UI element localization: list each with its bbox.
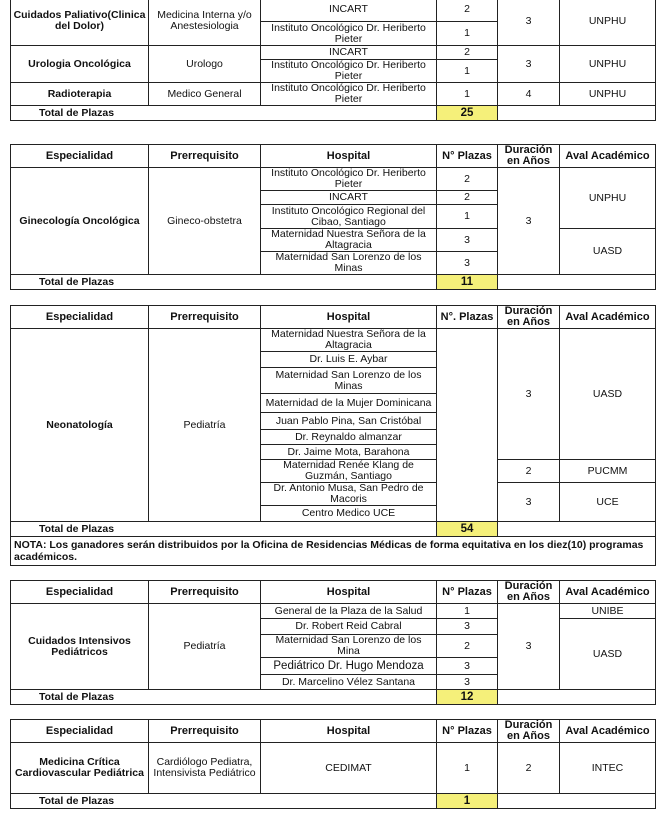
header-plazas: N° Plazas [437,145,498,168]
hospital-cell: Instituto Oncológico Dr. Heriberto Pieter [261,168,437,191]
prerrequisito-cell: Gineco-obstetra [149,168,261,275]
hospital-cell: Maternidad San Lorenzo de los Minas [261,252,437,275]
table-ginecologia-oncologica [10,144,656,290]
header-plazas: N° Plazas [437,581,498,604]
hospital-cell: Instituto Oncológico Regional del Cibao, Santiago [261,205,437,229]
hospital-cell: Maternidad San Lorenzo de los Minas [261,368,437,394]
plazas-cell: 1 [437,60,498,83]
duracion-cell: 2 [498,743,560,794]
header-prerrequisito: Prerrequisito [149,720,261,743]
hospital-cell: Instituto Oncológico Dr. Heriberto Pieter [261,60,437,83]
plazas-cell: 3 [437,252,498,275]
aval-cell: UASD [560,229,656,275]
duracion-cell: 2 [498,460,560,483]
hospital-cell: CEDIMAT [261,743,437,794]
duracion-cell: 3 [498,483,560,522]
prerrequisito-cell: Cardiólogo Pediatra, Intensivista Pediátrico [149,743,261,794]
plazas-cell: 1 [437,83,498,106]
duracion-cell: 4 [498,83,560,106]
duracion-cell: 3 [498,604,560,690]
total-label: Total de Plazas [11,794,437,809]
plazas-cell: 1 [437,22,498,46]
total-value: 25 [437,106,498,121]
aval-cell: UASD [560,329,656,460]
especialidad-cell: Ginecología Oncológica [11,168,149,275]
header-hospital: Hospital [261,145,437,168]
header-row [11,145,656,168]
prerrequisito-cell: Pediatría [149,604,261,690]
duracion-cell: 3 [498,0,560,46]
table-row [11,329,656,352]
prerrequisito-cell: Urologo [149,46,261,83]
header-prerrequisito: Prerrequisito [149,581,261,604]
hospital-cell: Maternidad Nuestra Señora de la Altagracia [261,229,437,252]
header-plazas: N°. Plazas [437,306,498,329]
plazas-cell: 2 [437,0,498,22]
total-value: 54 [437,522,498,537]
header-especialidad: Especialidad [11,581,149,604]
aval-cell: UNIBE [560,604,656,619]
table-row [11,46,656,60]
hospital-cell: Maternidad de la Mujer Dominicana [261,394,437,413]
header-especialidad: Especialidad [11,145,149,168]
total-value: 11 [437,275,498,290]
especialidad-cell: Cuidados Intensivos Pediátricos [11,604,149,690]
hospital-cell: Dr. Robert Reid Cabral [261,619,437,635]
hospital-cell: General de la Plaza de la Salud [261,604,437,619]
hospital-cell: Juan Pablo Pina, San Cristóbal [261,413,437,430]
especialidad-cell: Medicina Crítica Cardiovascular Pediátrica [11,743,149,794]
table-row [11,743,656,794]
hospital-cell: Maternidad San Lorenzo de los Mina [261,635,437,658]
header-aval: Aval Académico [560,581,656,604]
prerrequisito-cell: Pediatría [149,329,261,522]
total-row [11,794,656,809]
header-aval: Aval Académico [560,306,656,329]
duracion-cell: 3 [498,168,560,275]
nota-text: NOTA: Los ganadores serán distribuidos por la Oficina de Residencias Médicas de forma equitativa en los diez(10) programas académicos. [11,537,656,566]
header-aval: Aval Académico [560,145,656,168]
plazas-cell: 3 [437,658,498,675]
total-row [11,522,656,537]
header-prerrequisito: Prerrequisito [149,306,261,329]
total-label: Total de Plazas [11,522,437,537]
header-duracion: Duración en Años [498,306,560,329]
header-plazas: N° Plazas [437,720,498,743]
hospital-cell: Maternidad Nuestra Señora de la Altagracia [261,329,437,352]
plazas-cell: 3 [437,229,498,252]
hospital-cell: Instituto Oncológico Dr. Heriberto Pieter [261,22,437,46]
especialidad-cell: Neonatología [11,329,149,522]
header-especialidad: Especialidad [11,720,149,743]
table-row [11,604,656,619]
hospital-cell: INCART [261,46,437,60]
plazas-cell [437,329,498,352]
hospital-cell: INCART [261,0,437,22]
table-cuidados-intensivos-pediatricos [10,580,656,705]
table-row [11,83,656,106]
plazas-cell: 2 [437,168,498,191]
header-duracion: Duración en Años [498,581,560,604]
total-label: Total de Plazas [11,106,437,121]
aval-cell: PUCMM [560,460,656,483]
table-neonatologia [10,305,656,566]
header-row [11,306,656,329]
plazas-cell: 2 [437,635,498,658]
especialidad-cell: Radioterapia [11,83,149,106]
table-medicina-critica-cardiovascular [10,719,656,809]
header-hospital: Hospital [261,720,437,743]
header-duracion: Duración en Años [498,145,560,168]
total-value: 12 [437,690,498,705]
prerrequisito-cell: Medicina Interna y/o Anestesiologia [149,0,261,46]
table-row [11,0,656,22]
duracion-cell: 3 [498,46,560,83]
plazas-cell: 3 [437,619,498,635]
header-duracion: Duración en Años [498,720,560,743]
total-row [11,690,656,705]
aval-cell: UASD [560,619,656,690]
header-hospital: Hospital [261,581,437,604]
hospital-cell: Maternidad Renée Klang de Guzmán, Santiago [261,460,437,483]
aval-cell: UNPHU [560,46,656,83]
total-row [11,106,656,121]
total-label: Total de Plazas [11,275,437,290]
plazas-cell: 1 [437,205,498,229]
hospital-cell: Pediátrico Dr. Hugo Mendoza [261,658,437,675]
header-hospital: Hospital [261,306,437,329]
aval-cell: UNPHU [560,0,656,46]
duracion-cell: 3 [498,329,560,460]
hospital-cell: Dr. Reynaldo almanzar [261,430,437,445]
total-value: 1 [437,794,498,809]
plazas-cell: 2 [437,191,498,205]
hospital-cell: Dr. Jaime Mota, Barahona [261,445,437,460]
table-row [11,168,656,191]
aval-cell: INTEC [560,743,656,794]
especialidad-cell: Urologia Oncológica [11,46,149,83]
header-row [11,720,656,743]
plazas-cell: 3 [437,675,498,690]
aval-cell: UCE [560,483,656,522]
especialidad-cell: Cuidados Paliativo(Clinica del Dolor) [11,0,149,46]
hospital-cell: INCART [261,191,437,205]
aval-cell: UNPHU [560,83,656,106]
hospital-cell: Dr. Antonio Musa, San Pedro de Macoris [261,483,437,506]
hospital-cell: Centro Medico UCE [261,506,437,522]
table-oncologia-continuacion [10,0,656,121]
plazas-cell: 2 [437,46,498,60]
total-label: Total de Plazas [11,690,437,705]
header-aval: Aval Académico [560,720,656,743]
header-row [11,581,656,604]
prerrequisito-cell: Medico General [149,83,261,106]
hospital-cell: Instituto Oncológico Dr. Heriberto Pieter [261,83,437,106]
aval-cell: UNPHU [560,168,656,229]
plazas-cell: 1 [437,604,498,619]
header-especialidad: Especialidad [11,306,149,329]
nota-row [11,537,656,566]
total-row [11,275,656,290]
hospital-cell: Dr. Marcelino Vélez Santana [261,675,437,690]
header-prerrequisito: Prerrequisito [149,145,261,168]
plazas-cell: 1 [437,743,498,794]
hospital-cell: Dr. Luis E. Aybar [261,352,437,368]
